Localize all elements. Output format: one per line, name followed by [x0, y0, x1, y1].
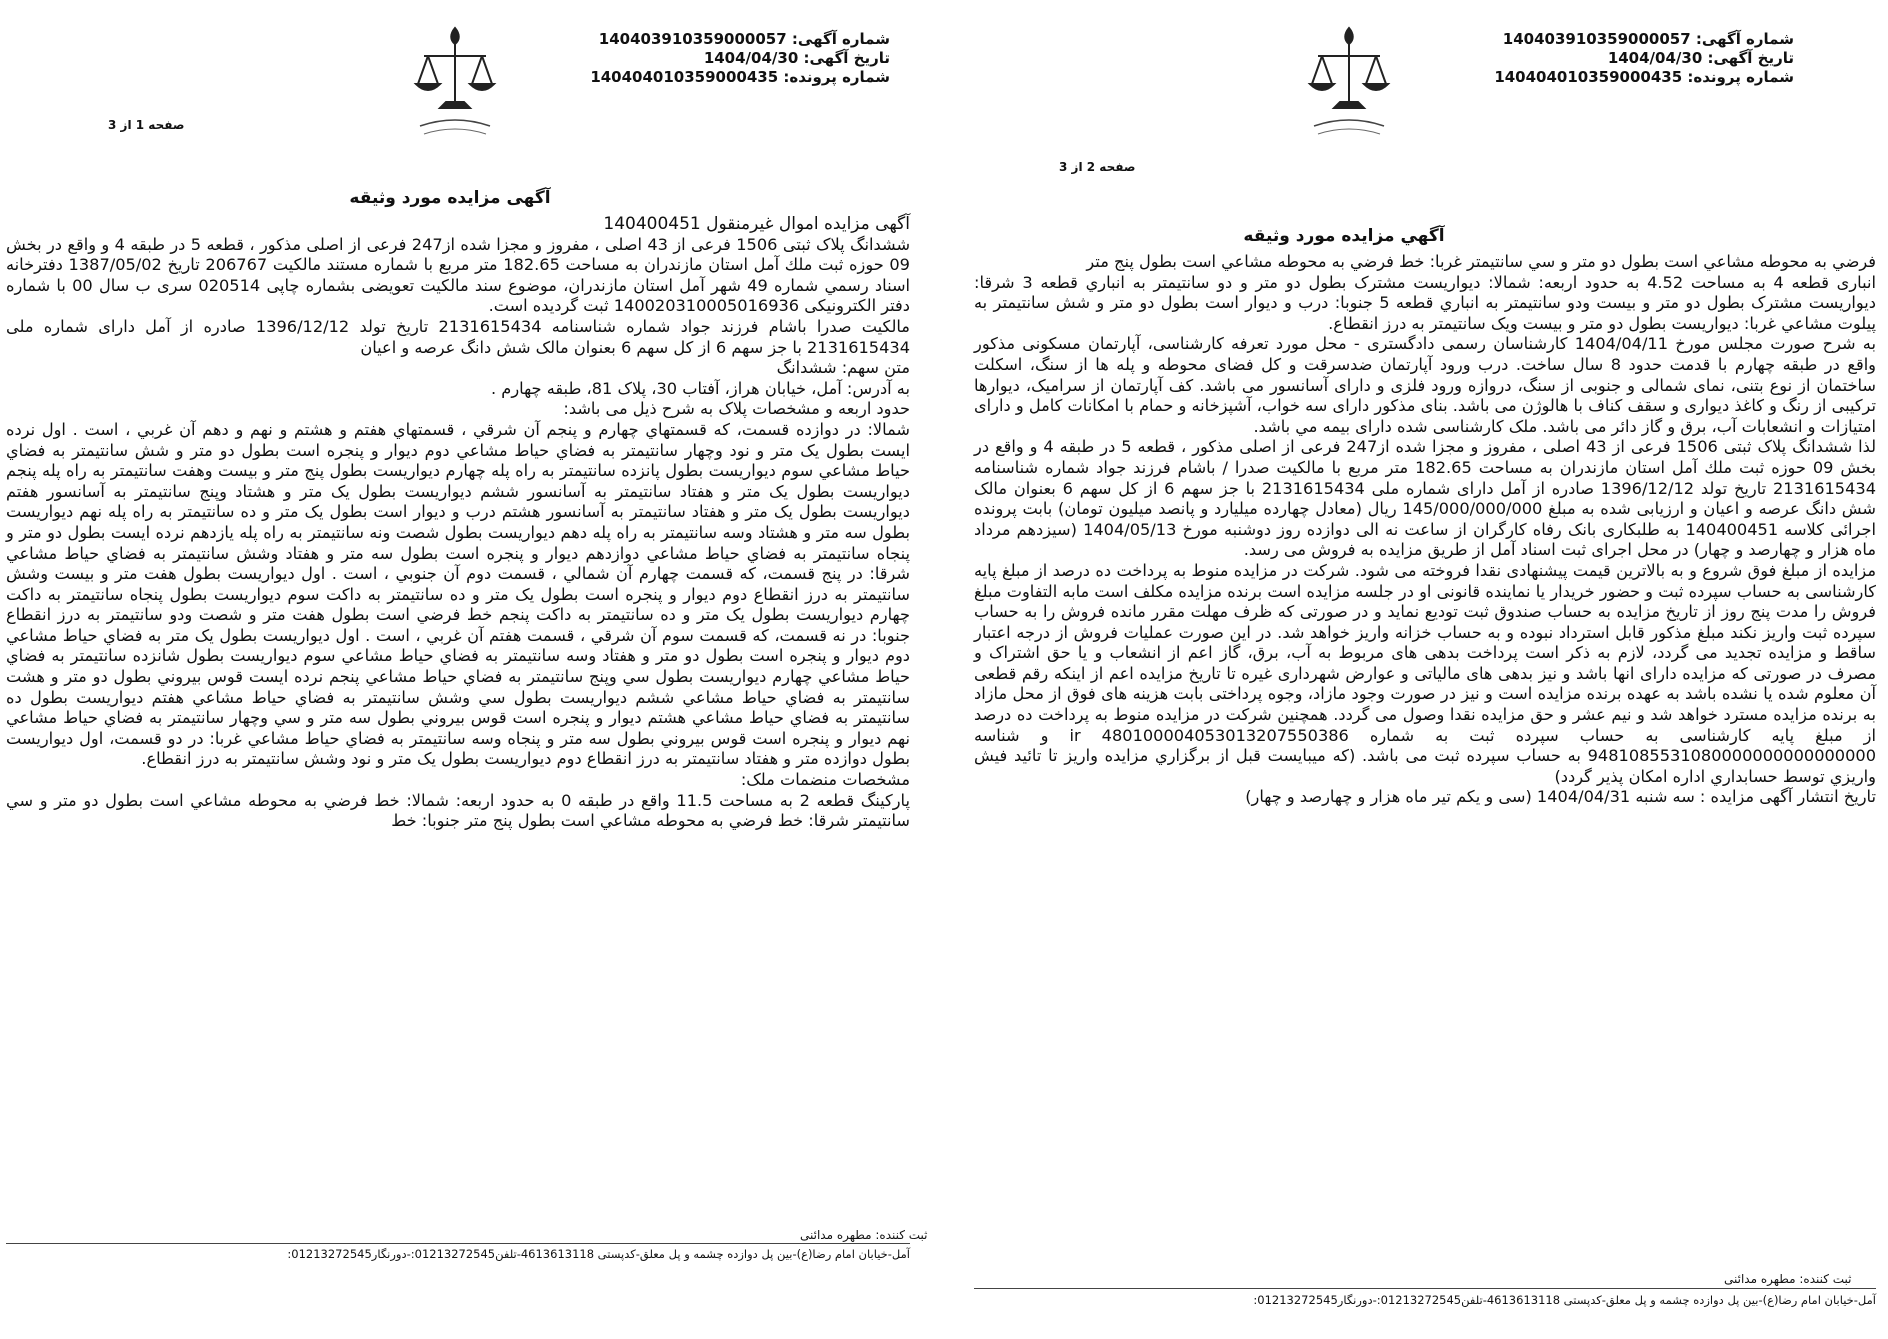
share-text: متن سهم: ششدانگ: [776, 358, 910, 378]
notice-date: تاریخ آگهی: 1404/04/30: [1607, 49, 1794, 67]
notice-meta: [1474, 30, 1794, 87]
storage-description: انباری قطعه 4 به مساحت 4.52 به حدود اربعه: شمالا: دیواریست مشترک بطول دو متر و دو سانتیمتر به انباري قطعه 3 شرقا: دیواریست مشترک بطول دو متر و بیست ودو سانتیمتر به انباري قطعه 5 جنوبا: درب و دیوار است بطول دو متر و شش سانتیمتر به پیلوت مشاعي غربا: دیواریست بطول دو متر و بیست ویک سانتیمتر به درز انقطاع.: [974, 272, 1876, 333]
office-contact-footer: آمل-خیابان امام رضا(ع)-بین پل دوازده چشمه و پل معلق-کدپستی 4613613118-تلفن01213272545:-دورنگار01213272545:: [287, 1247, 910, 1261]
publication-date: تاریخ انتشار آگهی مزایده : سه شنبه 1404/04/31 (سی و یکم تیر ماه هزار و چهارصد و چهار): [1245, 787, 1876, 807]
parking-description: پارکینگ قطعه 2 به مساحت 11.5 واقع در طبقه 0 به حدود اربعه: شمالا: خط فرضي به محوطه مشاعي است بطول دو متر و سي سانتیمتر شرقا: خط فرضي به محوطه مشاعي است بطول پنج متر جنوبا: خط: [6, 790, 910, 831]
notice-heading: آگهی مزایده مورد وثیقه: [349, 188, 551, 208]
parking-continuation: فرضي به محوطه مشاعي است بطول دو متر و سي سانتیمتر غربا: خط فرضي به محوطه مشاعي است بطول پنج متر: [1086, 252, 1876, 271]
office-contact-footer: آمل-خیابان امام رضا(ع)-بین پل دوازده چشمه و پل معلق-کدپستی 4613613118-تلفن01213272545:-دورنگار01213272545:: [1253, 1293, 1876, 1307]
page-number: صفحه 1 از 3: [108, 118, 185, 132]
footer-divider: [6, 1243, 910, 1244]
judiciary-scales-emblem-icon: [1304, 22, 1394, 142]
judiciary-scales-emblem-icon: [410, 22, 500, 142]
registrar-name: ثبت کننده: مطهره مدائنی: [800, 1228, 928, 1242]
notice-date: تاریخ آگهی: 1404/04/30: [703, 49, 890, 67]
boundaries-title: حدود اربعه و مشخصات پلاک به شرح ذیل می باشد:: [563, 399, 910, 419]
notice-number: شماره آگهی: 140403910359000057: [1502, 30, 1794, 48]
auction-details: لذا ششدانگ پلاک ثبتی 1506 فرعی از 43 اصلی ، مفروز و مجزا شده از247 فرعی از اصلی مذکور ، قطعه 5 در طبقه 4 و واقع در بخش 09 حوزه ثبت ملك آمل استان مازندران به مساحت 182.65 متر مربع با مالکیت صدرا / باشام فرزند جواد شماره شناسنامه 2131615434 تاریخ تولد 1396/12/12 صادره از آمل دارای شماره ملی 2131615434 با جز سهم 6 از کل سهم 6 بعنوان مالک شش دانگ عرصه و اعیان و ارزیابی شده به مبلغ 145/000/000/000 ریال (معادل چهارده میلیارد و پانصد میلیون تومان) بابت پرونده اجرائی کلاسه 140400451 به طلبکاری بانک رفاه کارگران از ساعت نه الی دوازده روز دوشنبه مورخ 1404/05/13 (سیزدهم مرداد ماه هزار و چهارصد و چهار) در محل اجرای ثبت اسناد آمل از طریق مزایده به فروش می رسد.: [974, 437, 1877, 560]
notice-body: [6, 214, 910, 832]
expert-report: به شرح صورت مجلس مورخ 1404/04/11 کارشناسان رسمی دادگستری - محل مورد تعرفه کارشناسی، آپارتمان مسکونی مذکور واقع در طبقه چهارم با قدمت حدود 8 سال ساخت. درب ورود آپارتمان ضدسرقت و کل فضای محوطه و پله ها از سنگ، اسکلت ساختمان از نوع بتنی، نمای شمالی و جنوبی از سنگ، دروازه ورود فلزی و دارای آسانسور می باشد. کف آپارتمان از سرامیک، دیوارها ترکیبی از رنگ و کاغذ دیواری و سقف کناف با هالوژن می باشد. بنای مذکور دارای سه خواب، آشپزخانه و حمام با امکانات کامل و دارای امتیازات و انشعابات آب، برق و گاز دائر می باشد. ملک کارشناسی شده دارای بیمه مي باشد.: [974, 334, 1877, 436]
auction-terms: مزایده از مبلغ فوق شروع و به بالاترین قیمت پیشنهادی نقدا فروخته می شود. شرکت در مزایده منوط به پرداخت ده درصد از مبلغ پایه کارشناسی به حساب سپرده ثبت و حضور خریدار یا نماینده قانونی او در جلسه مزایده است برنده مزایده مکلف است مابه التفاوت مبلغ فروش را مدت پنج روز از تاریخ مزایده به حساب صندوق ثبت تودیع نماید و در صورتی که ظرف مهلت مقرر مانده فروش را به حساب سپرده ثبت واریز نکند مبلغ مذکور قابل استرداد نبوده و به حساب خزانه واریز خواهد شد. در این صورت عملیات فروش از درجه اعتبار ساقط و مزایده تجدید می گردد، لازم به ذکر است پرداخت بدهی های مربوط به آب، برق، گاز اعم از انشعاب و یا حق اشتراک و مصرف در صورتی که مزایده دارای انها باشد و نیز بدهی های مالیاتی و عوارض شهرداری غیره تا تاریخ مزایده اعم از اینکه رقم قطعی آن معلوم شده یا نشده باشد به عهده برنده مزایده است و نیز در صورت وجود مازاد، وجوه پرداختی بابت هزینه های فوق از محل مازاد به برنده مزایده مسترد خواهد شد و نیم عشر و حق مزایده نقدا وصول می گردد. همچنین شرکت در مزایده منوط به پرداخت ده درصد از مبلغ پایه کارشناسی به حساب سپرده ثبت به شماره ir 480100004053013207550386 و شناسه 9481085531080000000000000000 به حساب سپرده ثبت می باشد. (که میبایست قبل از برگزاري مزایده واریز تا تائید فیش واریزي توسط حسابداري اداره امکان پذیر گردد): [974, 560, 1876, 786]
property-address: به آدرس: آمل، خیابان هراز، آفتاب 30، پلاک 81، طبقه چهارم .: [491, 378, 910, 398]
ownership-info: مالکیت صدرا باشام فرزند جواد شماره شناسنامه 2131615434 تاریخ تولد 1396/12/12 صادره از آمل دارای شماره ملی 2131615434 با جز سهم 6 از کل سهم 6 بعنوان مالک شش دانگ عرصه و اعیان: [6, 316, 910, 357]
property-description: ششدانگ پلاک ثبتی 1506 فرعی از 43 اصلی ، مفروز و مجزا شده از247 فرعی از اصلی مذکور ، قطعه 5 در طبقه 4 و واقع در بخش 09 حوزه ثبت ملك آمل استان مازندران به مساحت 182.65 متر مربع با شماره مستند مالکیت 206767 تاریخ 1387/05/02 دفترخانه اسناد رسمي شماره 49 شهر آمل استان مازندران، موضوع سند مالکیت تعویضی بشماره چاپی 020514 سری ب سال 00 با شماره دفتر الکترونیکی 140020310005016936 ثبت گردیده است.: [6, 234, 911, 316]
case-number: شماره پرونده: 140404010359000435: [590, 68, 890, 86]
notice-meta: [590, 30, 890, 87]
footer-divider: [974, 1288, 1876, 1289]
notice-body: [974, 252, 1876, 808]
case-number: شماره پرونده: 140404010359000435: [1494, 68, 1794, 86]
boundaries-text: شمالا: در دوازده قسمت، که قسمتهاي چهارم و پنجم آن شرقي ، قسمتهاي هفتم و هشتم و نهم و دهم آن غربي ، است . اول نرده ایست بطول یک متر و نود وچهار سانتیمتر به فضاي حیاط مشاعي دوم دیوار و پنجره است بطول دو متر و شش سانتیمتر به فضاي حیاط مشاعي سوم دیواریست بطول پانزده سانتیمتر به راه پله چهارم دیواریست بطول پنج متر و بیست وهفت سانتیمتر به راه پله پنجم دیواریست بطول یک متر و هفتاد سانتیمتر به آسانسور ششم دیواریست بطول یک متر و هشتاد وپنج سانتیمتر به آسانسور هفتم دیواریست بطول یک متر و هفتاد سانتیمتر به آسانسور هشتم درب و دیوار است بطول یک متر و ده سانتیمتر به راه پله نهم دیواریست بطول سه متر و هشتاد وسه سانتیمتر به راه پله دهم دیواریست بطول شصت ونه سانتیمتر به راه پله یازدهم نرده ایست بطول دو متر و پنجاه سانتیمتر به فضاي حیاط مشاعي دوازدهم دیوار و پنجره است بطول سه متر و هفتاد وشش سانتیمتر به فضاي حیاط مشاعي شرقا: در پنج قسمت، که قسمت چهارم آن شمالي ، قسمت دوم آن جنوبي ، است . اول دیواریست بطول هفت متر و بیست وشش سانتیمتر به درز انقطاع دوم دیوار و پنجره است بطول یک متر و ده سانتیمتر به داکت سوم دیواریست بطول پنجاه سانتیمتر به داکت چهارم دیواریست بطول یک متر و ده سانتیمتر به داکت پنجم خط فرضي است بطول هفت متر و شصت ودو سانتیمتر به درز انقطاع جنوبا: در نه قسمت، که قسمت سوم آن شرقي ، قسمت هفتم آن غربي ، است . اول دیواریست بطول یک متر به فضاي حیاط مشاعي دوم دیوار و پنجره است بطول دو متر و هفتاد وسه سانتیمتر به فضاي حیاط مشاعي سوم دیواریست بطول شانزده سانتیمتر به فضاي حیاط مشاعي چهارم دیواریست بطول سي وپنج سانتیمتر به فضاي حیاط مشاعي پنجم نرده ایست قوس بیروني بطول دو متر و هشت سانتیمتر به فضاي حیاط مشاعي ششم دیواریست بطول سي وشش سانتیمتر به فضاي حیاط مشاعي هفتم دیواریست بطول ده سانتیمتر به فضاي حیاط مشاعي هشتم دیوار و پنجره است قوس بیروني بطول سه متر و سي وچهار سانتیمتر به فضاي حیاط مشاعي نهم دیوار و پنجره است قوس بیروني بطول سه متر و پنجاه وسه سانتیمتر به فضاي حیاط مشاعي غربا: در دو قسمت، اول دیواریست بطول دوازده متر و هفتاد سانتیمتر به درز انقطاع دوم دیواریست بطول یک متر و نود وشش سانتیمتر به درز انقطاع.: [6, 419, 910, 769]
notice-heading: آگهي مزایده مورد وثیقه: [1243, 226, 1445, 246]
notice-number: شماره آگهی: 140403910359000057: [598, 30, 890, 48]
appurtenances-title: مشخصات منضمات ملک:: [740, 770, 910, 790]
page-number: صفحه 2 از 3: [1059, 160, 1136, 174]
page-2: [944, 0, 1888, 1339]
registrar-name: ثبت کننده: مطهره مدائنی: [1724, 1272, 1852, 1286]
auction-title: آگهی مزایده اموال غیرمنقول 140400451: [603, 214, 910, 234]
